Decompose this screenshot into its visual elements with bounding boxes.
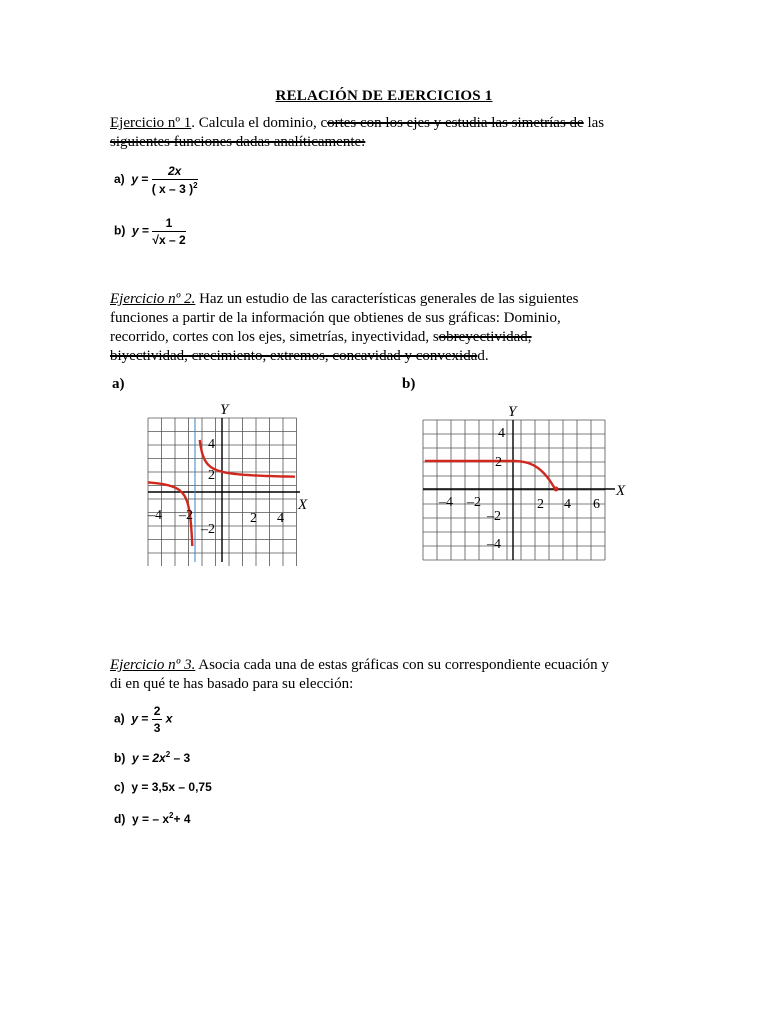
graph-b-x-tick-neg2: –2 — [467, 495, 481, 510]
exercise-3-equation-d — [114, 811, 191, 826]
exercise-2-struck-line: biyectividad, crecimiento, extremos, concavidad y convexida — [110, 348, 478, 364]
graph-b-endpoint — [554, 487, 559, 492]
equation-fraction — [152, 704, 163, 735]
exercise-1-heading: Ejercicio nº 1 — [110, 115, 192, 131]
graph-b — [415, 400, 640, 565]
graph-a-label: a) — [112, 376, 125, 392]
exercise-3-line-2: di en qué te has basado para su elección: — [110, 676, 354, 692]
exercise-2-heading: Ejercicio nº 2. — [110, 291, 196, 307]
equation-tail: – 3 — [173, 751, 191, 765]
exercise-3-statement — [110, 656, 710, 694]
graph-b-label: b) — [402, 376, 416, 392]
fraction-numerator: 2 — [153, 704, 161, 718]
equation-fraction — [152, 216, 185, 247]
graph-a-x-axis-label: X — [298, 497, 308, 513]
graph-a-y-tick-2: 2 — [208, 468, 215, 483]
graph-a-x-tick-2: 2 — [250, 511, 257, 526]
exercise-1-statement — [110, 114, 710, 152]
equation-variable: y — [131, 172, 139, 187]
exercise-1-text: . Calcula el dominio, c — [191, 115, 328, 131]
equation-body: y = 3,5x – 0,75 — [131, 780, 212, 794]
graph-b-x-tick-2: 2 — [537, 497, 544, 512]
equation-body: y = – x — [132, 812, 170, 826]
equation-fraction — [152, 164, 198, 196]
exercise-1-struck-line: siguientes funciones dadas analíticamente: — [110, 134, 366, 150]
equation-variable: y — [131, 711, 139, 726]
equation-label: b) — [114, 751, 126, 765]
graph-a-y-tick-neg2: –2 — [201, 522, 215, 537]
exercise-1-equation-b: b) y = $\frac{1}{√x - 2}$ — [114, 216, 186, 247]
fraction-denominator: 3 — [153, 721, 161, 735]
graph-b-x-tick-6: 6 — [593, 497, 600, 512]
equation-tail: + 4 — [173, 812, 191, 826]
fraction-numerator: 2x — [152, 164, 198, 180]
equation-tail: x — [165, 711, 173, 726]
equation-exponent: 2 — [165, 750, 171, 759]
exercise-3-equation-c — [114, 780, 212, 794]
fraction-denominator: √x – 2 — [152, 233, 186, 247]
graph-b-y-tick-neg2: –2 — [487, 509, 501, 524]
graph-b-y-tick-4: 4 — [498, 426, 505, 441]
graph-b-grid — [423, 420, 605, 560]
graph-b-y-tick-2: 2 — [495, 455, 502, 470]
exercise-1-struck-text: ortes con los ejes y estudia las simetrías de — [327, 115, 584, 131]
graph-b-curve — [425, 461, 555, 489]
graph-b-x-axis-label: X — [616, 483, 626, 499]
exercise-1-text-end: las — [583, 115, 605, 131]
equation-label: b) — [114, 223, 126, 238]
exercise-3-heading: Ejercicio nº 3. — [110, 657, 196, 673]
graph-a-x-tick-neg4: –4 — [148, 508, 162, 523]
fraction-numerator: 1 — [152, 216, 185, 232]
equation-label: c) — [114, 780, 125, 794]
exercise-2-line-4-end: d. — [477, 348, 489, 364]
equation-exponent: 2 — [169, 811, 174, 820]
fraction-denominator: ( x – 3 ) — [151, 182, 194, 196]
exercise-2-line-2: funciones a partir de la información que obtienes de sus gráficas: Dominio, — [110, 310, 561, 326]
equation-label: a) — [114, 172, 125, 187]
graph-b-y-axis-label: Y — [508, 404, 517, 420]
graph-b-x-tick-neg4: –4 — [439, 495, 453, 510]
graph-b-x-tick-4: 4 — [564, 497, 571, 512]
graph-b-y-tick-neg4: –4 — [487, 537, 501, 552]
exercise-2-statement — [110, 290, 710, 366]
denominator-exponent: 2 — [193, 181, 198, 190]
exercise-2-line-3: recorrido, cortes con los ejes, simetrías, inyectividad, s — [110, 329, 439, 345]
document-title: RELACIÓN DE EJERCICIOS 1 — [275, 88, 493, 104]
exercise-2-struck-text: obreyectividad, — [438, 329, 532, 345]
graph-a-x-tick-4: 4 — [277, 511, 284, 526]
exercise-3-equation-b — [114, 750, 190, 765]
exercise-2-line-1: Haz un estudio de las características generales de las siguientes — [195, 291, 579, 307]
equation-label: d) — [114, 812, 126, 826]
exercise-1-equation-a: a) y = $\frac{2x}{( x - 3 )^2}$ — [114, 164, 198, 196]
graph-a-y-tick-4: 4 — [208, 437, 215, 452]
graph-a-y-axis-label: Y — [220, 402, 229, 418]
exercise-3-line-1: Asocia cada una de estas gráficas con su correspondiente ecuación y — [195, 657, 609, 673]
equation-variable: y — [132, 223, 139, 238]
equation-body: y = 2x — [132, 751, 166, 765]
graph-a-x-tick-neg2: –2 — [179, 508, 193, 523]
exercise-3-equation-a: a) y = $\frac{2}{3}$ x — [114, 704, 173, 735]
equation-label: a) — [114, 711, 125, 726]
graph-a — [140, 396, 320, 566]
